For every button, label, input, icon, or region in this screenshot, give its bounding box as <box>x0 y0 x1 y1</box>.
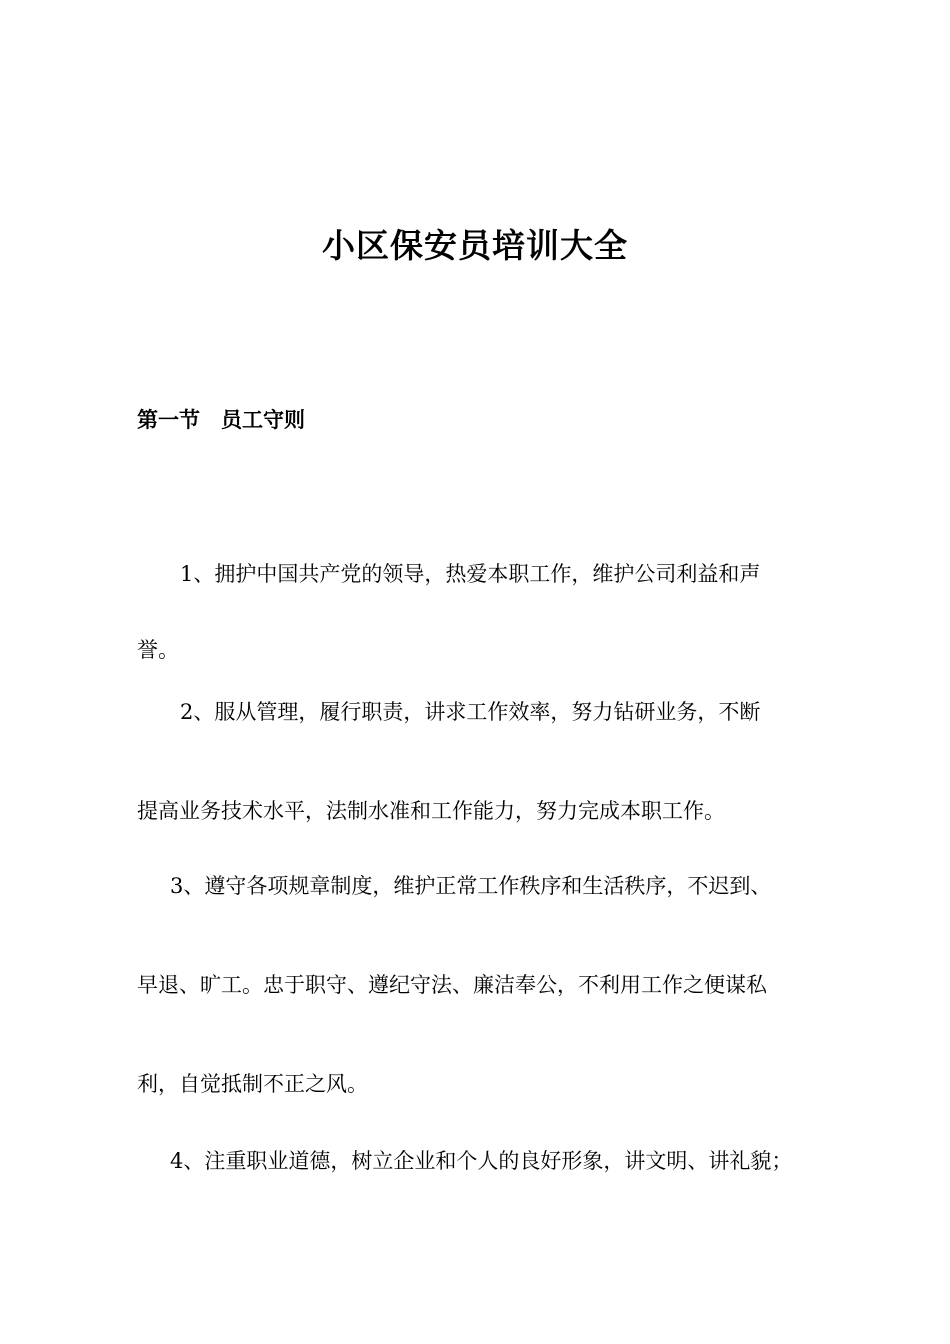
paragraph-1-line-2: 誉。 <box>137 638 179 662</box>
paragraph-3-line-3: 利，自觉抵制不正之风。 <box>137 1072 368 1096</box>
paragraph-3-line-1: 3、遵守各项规章制度，维护正常工作秩序和生活秩序，不迟到、 <box>170 874 772 898</box>
document-title: 小区保安员培训大全 <box>322 226 628 265</box>
paragraph-2-line-1: 2、服从管理，履行职责，讲求工作效率，努力钻研业务，不断 <box>180 700 761 724</box>
paragraph-4-line-1: 4、注重职业道德，树立企业和个人的良好形象，讲文明、讲礼貌； <box>170 1149 793 1173</box>
paragraph-3-line-2: 早退、旷工。忠于职守、遵纪守法、廉洁奉公，不利用工作之便谋私 <box>137 973 767 997</box>
paragraph-1-line-1: 1、拥护中国共产党的领导，热爱本职工作，维护公司利益和声 <box>180 562 761 586</box>
paragraph-2-line-2: 提高业务技术水平，法制水准和工作能力，努力完成本职工作。 <box>137 799 725 823</box>
section-heading: 第一节 员工守则 <box>137 407 305 432</box>
